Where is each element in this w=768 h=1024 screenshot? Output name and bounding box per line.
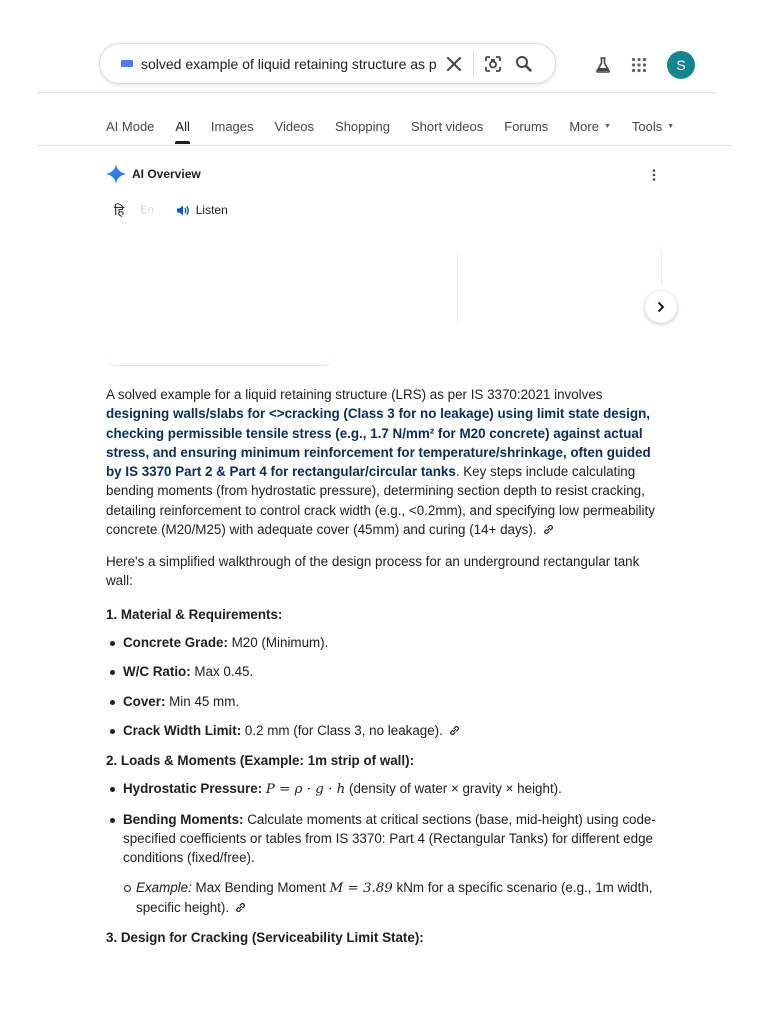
walkthrough-intro: Here's a simplified walkthrough of the design process for an underground rectangular tank wall: [106,554,640,589]
section-heading: 2. Loads & Moments (Example: 1m strip of wall): [106,753,415,769]
ai-overview-header [106,164,201,184]
language-toggle-english[interactable]: En [140,204,154,216]
speaker-icon [176,204,190,217]
list-item: W/C Ratio: Max 0.45. [123,662,662,681]
intro-paragraph: A solved example for a liquid retaining structure (LRS) as per IS 3370:2021 involves designing walls/slabs for <>cracking (Class 3 for no leakage) using limit state design, checking permissible tensile stress (e.g., 1.7 N/mm² for M20 concrete) against actual stress, and ensuring minimum reinforcement for temperature/shrinkage, often guided by IS 3370 Part 2 & Part 4 for rectangular/circular tanks. Key steps include calculating bending moments (from hydrostatic pressure), determining section depth to resist cracking, detailing reinforcement to control crack width (e.g., <0.2mm), and specifying low permeability concrete (M20/M25) with adequate cover (45mm) and curing (14+ days). [106,385,662,540]
card-divider [457,253,458,323]
labs-button[interactable] [585,47,621,83]
tab-shopping[interactable]: Shopping [335,119,390,134]
close-icon [447,57,461,71]
section-heading: 1. Material & Requirements: [106,606,283,622]
list-item: Bending Moments: Calculate moments at critical sections (base, mid-height) using code-specified coefficients or tables from IS 3370: Part 4 (Rectangular Tanks) for different edge conditions (fixed/free). Example: Max Bending Moment M = 3.89 kNm for a specific scenario (e.g., 1m width, specific height). [123,810,662,918]
chevron-right-icon [657,301,665,313]
section-heading: 3. Design for Cracking (Serviceability Limit State): [106,929,424,945]
ai-overview-content [106,385,662,947]
tab-forums[interactable]: Forums [504,119,549,134]
clear-button[interactable] [439,49,469,79]
chevron-down-icon: ▼ [603,123,611,130]
header-actions [585,47,695,83]
search-button[interactable] [508,49,538,79]
tab-tools[interactable]: Tools ▼ [631,119,675,134]
listen-button[interactable] [176,203,228,217]
loads-list [106,779,662,918]
list-item: Hydrostatic Pressure: P = ρ · g · h (density of water × gravity × height). [123,779,662,799]
tabs-divider [37,145,732,146]
tab-videos[interactable]: Videos [274,119,315,134]
sparkle-icon [106,164,126,184]
list-item: Example: Max Bending Moment M = 3.89 kNm for a specific scenario (e.g., 1m width, specific height). [136,878,662,918]
language-toggle-hindi[interactable]: हि [114,203,125,218]
chevron-down-icon: ▼ [667,123,675,130]
camera-lens-icon [484,55,502,73]
requirements-list [106,633,662,741]
more-vert-icon [652,169,656,181]
formula: P = ρ · g · h [265,782,346,798]
link-icon[interactable] [449,722,460,741]
source-card[interactable] [106,245,333,366]
header-divider [37,92,716,93]
listen-label: Listen [195,203,228,217]
search-bar[interactable] [99,43,556,84]
search-icon [515,55,532,72]
list-item: Concrete Grade: M20 (Minimum). [123,633,662,652]
listen-row [114,201,228,219]
separator [473,52,474,76]
avatar[interactable]: S [667,51,695,79]
tab-indicator-icon [121,60,133,67]
sub-list [123,878,662,918]
carousel-next-button[interactable] [645,291,677,323]
lens-button[interactable] [478,49,508,79]
apps-button[interactable] [621,47,657,83]
tab-more[interactable]: More ▼ [569,119,611,134]
formula: M = 3.89 [329,880,393,896]
tab-short-videos[interactable]: Short videos [410,119,484,134]
list-item: Crack Width Limit: 0.2 mm (for Class 3, no leakage). [123,721,662,741]
search-input[interactable]: solved example of liquid retaining structure as p [141,55,437,72]
search-tabs [106,119,695,134]
flask-icon [594,56,612,74]
highlighted-summary: designing walls/slabs for <>cracking (Class 3 for no leakage) using limit state design, checking permissible tensile stress (e.g., 1.7 N/mm² for M20 concrete) against actual stress, and ensuring minimum reinforcement for temperature/shrinkage, often guided by IS 3370 Part 2 & Part 4 for rectangular/circular tanks [106,406,651,480]
more-options-button[interactable] [645,165,663,185]
tab-images[interactable]: Images [210,119,254,134]
apps-grid-icon [631,57,647,73]
link-icon[interactable] [543,521,554,540]
list-item: Cover: Min 45 mm. [123,692,662,711]
ai-overview-title: AI Overview [132,167,201,181]
tab-all[interactable]: All [175,119,190,134]
source-card[interactable] [646,245,662,285]
tab-ai-mode[interactable]: AI Mode [106,119,155,134]
source-cards-carousel [106,245,662,369]
link-icon[interactable] [235,899,246,918]
